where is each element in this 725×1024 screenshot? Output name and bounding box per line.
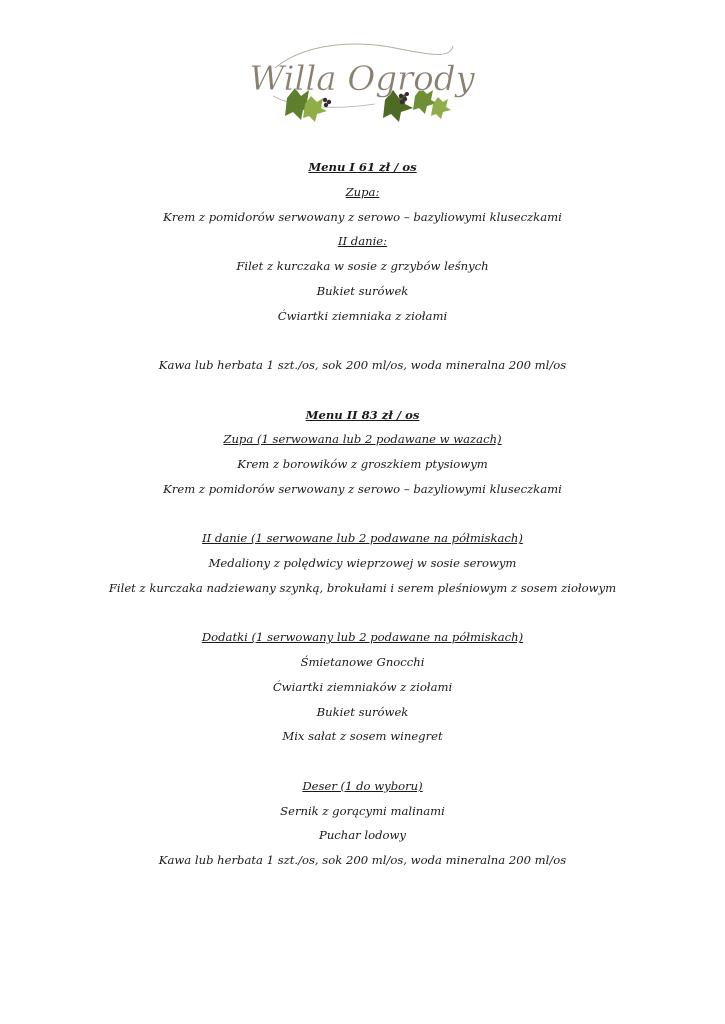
menu1-main-header: II danie: [337,234,388,249]
menu1-drinks: Kawa lub herbata 1 szt./os, sok 200 ml/os, woda mineralna 200 ml/os [158,358,567,372]
menu2-soup-item: Krem z pomidorów serwowany z serowo – bazyliowymi kluseczkami [163,481,562,496]
menu2-side-item: Śmietanowe Gnocchi [300,655,425,669]
menu1-title: Menu I 61 zł / os [308,160,417,174]
menu2-main-header: II danie (1 serwowane lub 2 podawane na półmiskach) [202,531,523,546]
menu2-dessert-item: Sernik z gorącymi malinami [280,803,445,818]
menu1-soup-header: Zupa: [345,184,380,199]
menu1-side-2: Ćwiartki ziemniaka z ziołami [277,308,448,323]
menu2-side-item: Ćwiartki ziemniaków z ziołami [272,679,453,694]
menu2-main-item: Medaliony z polędwicy wieprzowej w sosie serowym [208,556,517,570]
menu2-drinks: Kawa lub herbata 1 szt./os, sok 200 ml/os, woda mineralna 200 ml/os [158,853,567,867]
menu2-soup-item: Krem z borowików z groszkiem ptysiowym [237,457,488,471]
menu2-side-item: Bukiet surówek [316,704,409,719]
menu1-soup: Krem z pomidorów serwowany z serowo – bazyliowymi kluseczkami [163,209,562,224]
menu2-dessert-item: Puchar lodowy [319,828,406,843]
logo-image [249,38,475,120]
menu-document [0,155,725,873]
menu2-main-item: Filet z kurczaka nadziewany szynką, brokułami i serem pleśniowym z sosem ziołowym [108,580,617,595]
menu2-title: Menu II 83 zł / os [305,407,420,422]
menu2-dessert-header: Deser (1 do wyboru) [302,778,423,793]
menu1-side-1: Bukiet surówek [316,283,409,298]
logo-text: Willa Ogrody [249,59,475,99]
menu2-sides-header: Dodatki (1 serwowany lub 2 podawane na półmiskach) [201,630,524,645]
menu1-main: Filet z kurczaka w sosie z grzybów leśnych [236,259,489,273]
menu2-side-item: Mix sałat z sosem winegret [282,729,443,744]
menu2-soup-header: Zupa (1 serwowana lub 2 podawane w wazach) [223,432,502,447]
